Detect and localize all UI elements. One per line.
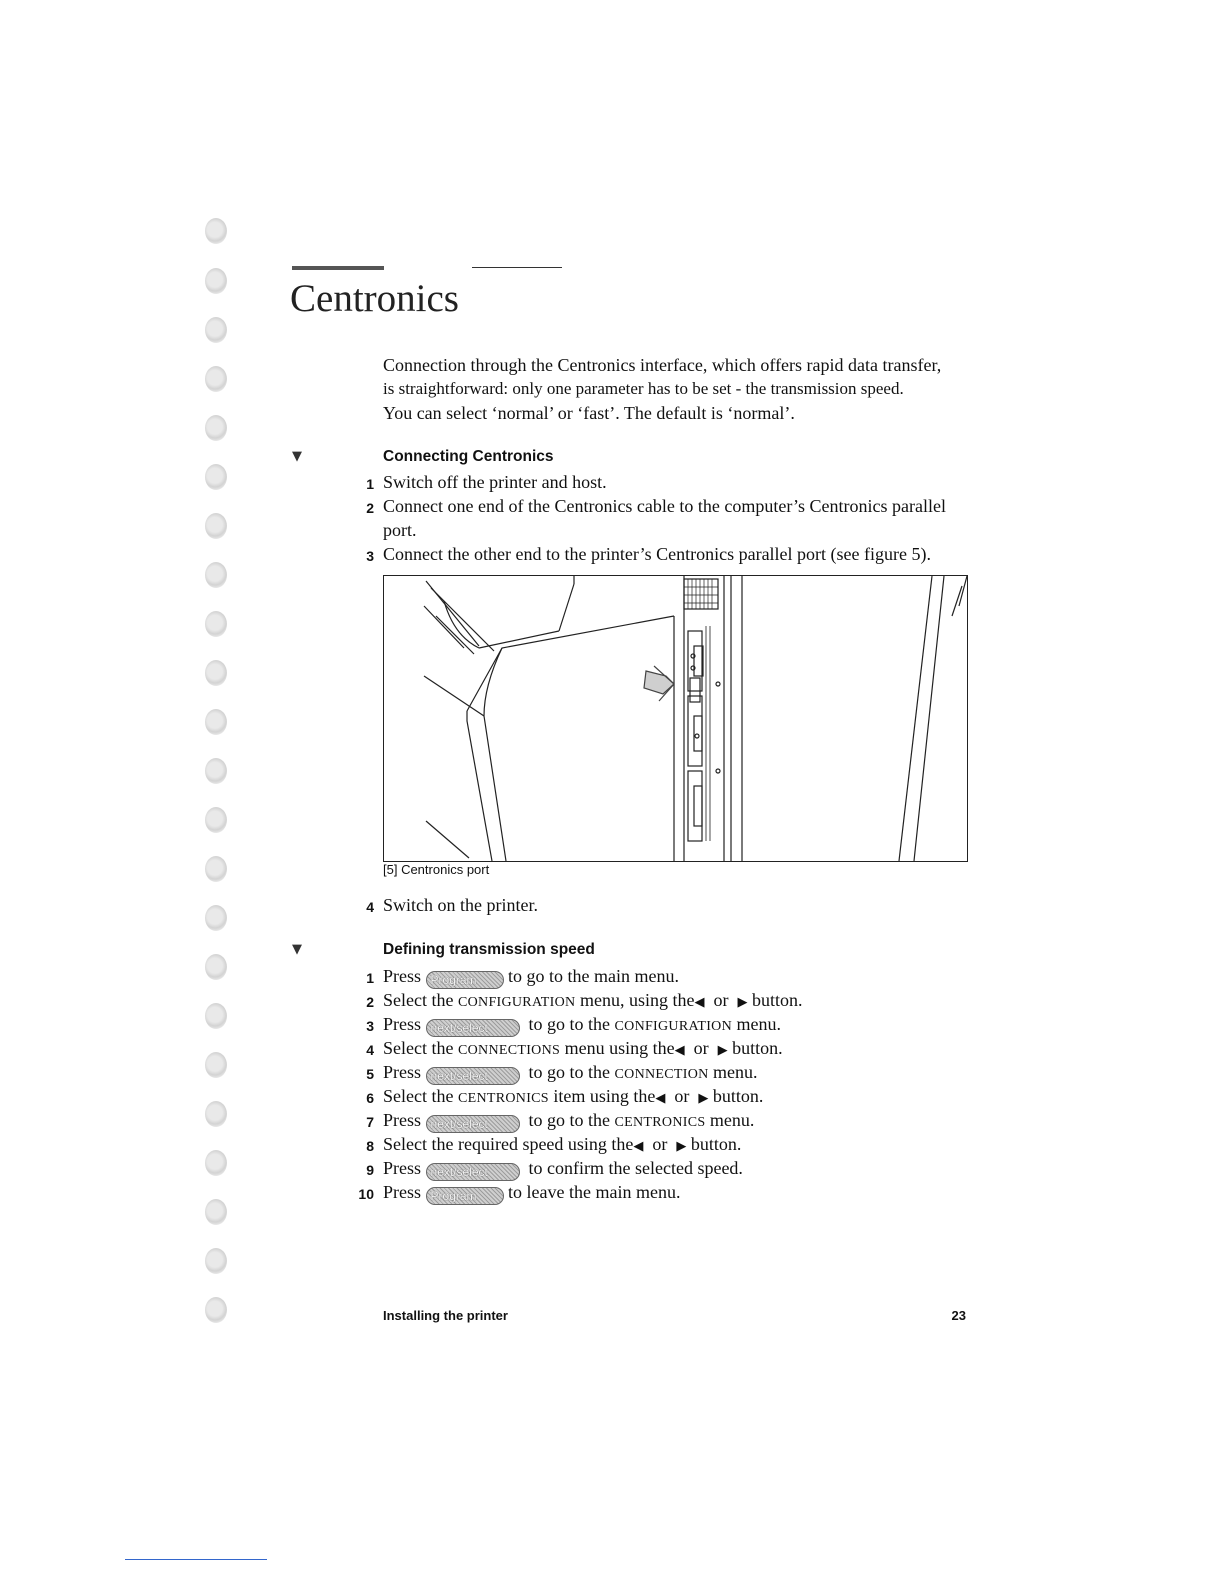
binder-hole	[205, 218, 227, 244]
step-rest-post: menu.	[709, 1110, 755, 1130]
menu-name: CENTRONICS	[457, 1091, 549, 1106]
step-rest-pre: to go to the	[528, 1062, 611, 1082]
step-rest-post: menu.	[713, 1062, 758, 1082]
program-button: Program	[426, 1187, 504, 1205]
centronics-port-figure	[383, 575, 968, 862]
step-number: 7	[366, 1114, 374, 1130]
section-marker-icon: ▼	[292, 449, 302, 464]
button-word: button.	[712, 1086, 764, 1106]
step-number: 1	[366, 476, 374, 492]
section-heading-transmission: Defining transmission speed	[383, 941, 595, 958]
page-number: 23	[951, 1308, 966, 1323]
or-word: or	[693, 1038, 709, 1058]
menu-name: CONNECTION	[614, 1067, 709, 1082]
footer-section-title: Installing the printer	[383, 1308, 508, 1323]
step-text: Switch off the printer and host.	[383, 472, 607, 492]
menu-name: CONFIGURATION	[614, 1019, 732, 1034]
step-rest-pre: to go to the	[528, 1110, 611, 1130]
step-number: 4	[366, 1042, 374, 1058]
binder-hole	[205, 366, 227, 392]
binder-hole	[205, 562, 227, 588]
step-text	[383, 990, 802, 1011]
right-arrow-icon: ▶	[717, 1043, 728, 1058]
intro-paragraph	[383, 353, 983, 425]
step-text: Connect the other end to the printer’s Centronics parallel port (see figure 5).	[383, 544, 931, 564]
binder-hole	[205, 954, 227, 980]
next-select-button: next/select	[426, 1019, 520, 1037]
binder-hole	[205, 268, 227, 294]
title-rule-thick	[292, 266, 384, 270]
step-rest: to confirm the selected speed.	[528, 1158, 743, 1178]
right-arrow-icon: ▶	[698, 1091, 709, 1106]
step-number: 5	[366, 1066, 374, 1082]
press-word: Press	[383, 1182, 422, 1202]
step-text	[383, 1134, 741, 1155]
step-text	[383, 1086, 763, 1107]
step-pre: Select the required speed using the	[383, 1134, 634, 1154]
step-number: 3	[366, 548, 374, 564]
press-word: Press	[383, 1014, 422, 1034]
binder-hole	[205, 611, 227, 637]
binder-hole	[205, 709, 227, 735]
binder-hole	[205, 1150, 227, 1176]
step-number: 8	[366, 1138, 374, 1154]
or-word: or	[713, 990, 729, 1010]
step-number: 3	[366, 1018, 374, 1034]
binder-hole	[205, 905, 227, 931]
step-mid: menu, using the	[579, 990, 695, 1010]
step-rest-pre: to go to the	[528, 1014, 611, 1034]
step-number: 2	[366, 500, 374, 516]
step-text	[383, 1158, 743, 1181]
press-word: Press	[383, 1062, 422, 1082]
binder-hole	[205, 1199, 227, 1225]
left-arrow-icon: ◀	[694, 995, 705, 1010]
next-select-button: next/select	[426, 1163, 520, 1181]
press-word: Press	[383, 1158, 422, 1178]
step-text	[383, 1038, 783, 1059]
step-text: Switch on the printer.	[383, 895, 538, 915]
or-word: or	[652, 1134, 668, 1154]
binder-hole	[205, 660, 227, 686]
binder-hole	[205, 856, 227, 882]
step-number: 10	[358, 1186, 374, 1202]
step-number: 9	[366, 1162, 374, 1178]
binder-hole	[205, 807, 227, 833]
step-mid: menu using the	[564, 1038, 675, 1058]
step-pre: Select the	[383, 1086, 454, 1106]
or-word: or	[674, 1086, 690, 1106]
step-text	[383, 1062, 758, 1085]
next-select-button: next/select	[426, 1067, 520, 1085]
left-arrow-icon: ◀	[674, 1043, 685, 1058]
section-heading-connecting: Connecting Centronics	[383, 448, 554, 465]
intro-line: You can select ‘normal’ or ‘fast’. The default is ‘normal’.	[383, 403, 795, 423]
binder-hole	[205, 1297, 227, 1323]
section-marker-icon: ▼	[292, 942, 302, 957]
binder-hole	[205, 415, 227, 441]
binder-hole	[205, 1052, 227, 1078]
right-arrow-icon: ▶	[737, 995, 748, 1010]
button-word: button.	[690, 1134, 742, 1154]
right-arrow-icon: ▶	[676, 1139, 687, 1154]
step-text: Connect one end of the Centronics cable to the computer’s Centronics parallel	[383, 496, 946, 516]
left-arrow-icon: ◀	[655, 1091, 666, 1106]
binder-hole	[205, 1248, 227, 1274]
step-rest: to go to the main menu.	[508, 966, 679, 986]
binder-hole	[205, 513, 227, 539]
left-arrow-icon: ◀	[633, 1139, 644, 1154]
binder-hole	[205, 1003, 227, 1029]
step-text: port.	[383, 520, 417, 540]
menu-name: CENTRONICS	[614, 1115, 706, 1130]
button-word: button.	[751, 990, 803, 1010]
step-number: 4	[366, 899, 374, 915]
press-word: Press	[383, 1110, 422, 1130]
step-mid: item using the	[553, 1086, 656, 1106]
bottom-divider	[125, 1559, 267, 1560]
step-pre: Select the	[383, 990, 454, 1010]
step-text	[383, 966, 679, 989]
program-button: Program	[426, 971, 504, 989]
step-text	[383, 1182, 680, 1205]
centronics-port-illustration	[384, 576, 967, 861]
title-rule-thin	[472, 267, 562, 268]
binder-hole	[205, 464, 227, 490]
step-rest-post: menu.	[736, 1014, 781, 1034]
step-number: 1	[366, 970, 374, 986]
step-number: 6	[366, 1090, 374, 1106]
press-word: Press	[383, 966, 422, 986]
step-text	[383, 1110, 754, 1133]
step-number: 2	[366, 994, 374, 1010]
menu-name: CONFIGURATION	[457, 995, 576, 1010]
next-select-button: next/select	[426, 1115, 520, 1133]
step-pre: Select the	[383, 1038, 454, 1058]
intro-line: is straightforward: only one parameter has to be set - the transmission speed.	[383, 379, 904, 398]
binder-hole	[205, 758, 227, 784]
intro-line: Connection through the Centronics interface, which offers rapid data transfer,	[383, 355, 942, 375]
binder-hole	[205, 1101, 227, 1127]
step-rest: to leave the main menu.	[508, 1182, 681, 1202]
button-word: button.	[732, 1038, 783, 1058]
binder-hole	[205, 317, 227, 343]
page-title: Centronics	[290, 277, 459, 320]
figure-caption: [5] Centronics port	[383, 862, 490, 877]
step-text	[383, 1014, 781, 1037]
menu-name: CONNECTIONS	[457, 1043, 561, 1058]
